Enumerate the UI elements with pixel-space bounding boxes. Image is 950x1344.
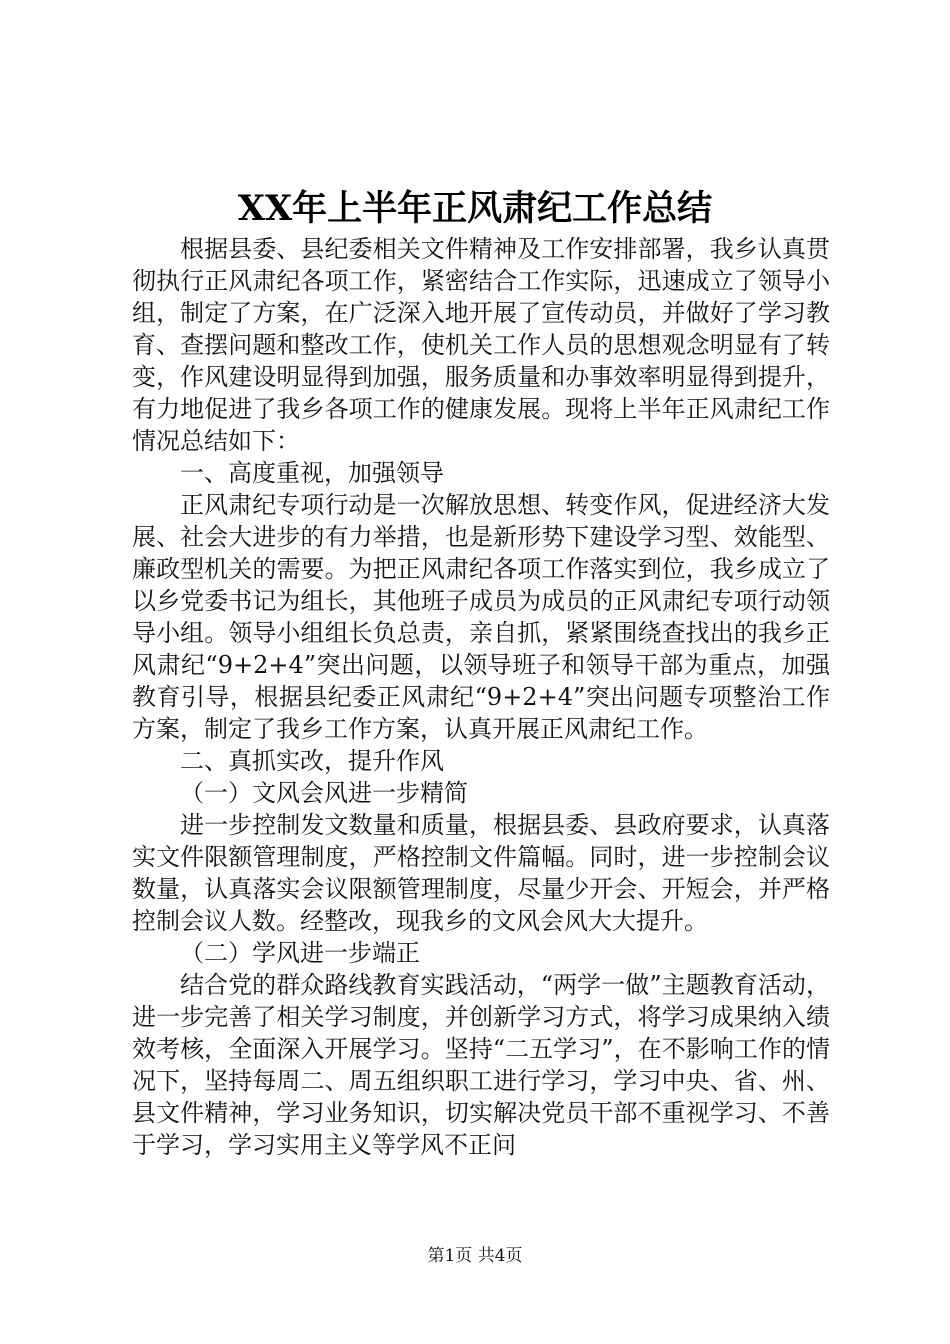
section-heading-2: 二、真抓实改，提升作风 bbox=[180, 747, 444, 775]
document-body bbox=[132, 233, 830, 1161]
subsection-heading-1: （一）文风会风进一步精简 bbox=[180, 779, 468, 807]
paragraph-intro: 根据县委、县纪委相关文件精神及工作安排部署，我乡认真贯彻执行正风肃纪各项工作，紧密结合工作实际，迅速成立了领导小组，制定了方案，在广泛深入地开展了宣传动员，并做好了学习教育、查摆问题和整改工作，使机关工作人员的思想观念明显有了转变，作风建设明显得到加强，服务质量和办事效率明显得到提升，有力地促进了我乡各项工作的健康发展。现将上半年正风肃纪工作情况总结如下： bbox=[132, 235, 830, 455]
section-heading-1: 一、高度重视，加强领导 bbox=[180, 459, 444, 487]
paragraph-subsection-2: 结合党的群众路线教育实践活动，“两学一做”主题教育活动，进一步完善了相关学习制度，并创新学习方式，将学习成果纳入绩效考核，全面深入开展学习。坚持“二五学习”，在不影响工作的情况下，坚持每周二、周五组织职工进行学习，学习中央、省、州、县文件精神，学习业务知识，切实解决党员干部不重视学习、不善于学习，学习实用主义等学风不正问 bbox=[132, 971, 830, 1159]
paragraph-section-1: 正风肃纪专项行动是一次解放思想、转变作风，促进经济大发展、社会大进步的有力举措，也是新形势下建设学习型、效能型、廉政型机关的需要。为把正风肃纪各项工作落实到位，我乡成立了以乡党委书记为组长，其他班子成员为成员的正风肃纪专项行动领导小组。领导小组组长负总责，亲自抓，紧紧围绕查找出的我乡正风肃纪“9+2+4”突出问题，以领导班子和领导干部为重点，加强教育引导，根据县纪委正风肃纪“9+2+4”突出问题专项整治工作方案，制定了我乡工作方案，认真开展正风肃纪工作。 bbox=[132, 491, 830, 743]
page-number-footer: 第1页 共4页 bbox=[427, 1246, 523, 1266]
document-title: XX年上半年正风肃纪工作总结 bbox=[237, 188, 713, 229]
subsection-heading-2: （二）学风进一步端正 bbox=[180, 939, 420, 967]
paragraph-subsection-1: 进一步控制发文数量和质量，根据县委、县政府要求，认真落实文件限额管理制度，严格控制文件篇幅。同时，进一步控制会议数量，认真落实会议限额管理制度，尽量少开会、开短会，并严格控制会议人数。经整改，现我乡的文风会风大大提升。 bbox=[132, 811, 830, 935]
